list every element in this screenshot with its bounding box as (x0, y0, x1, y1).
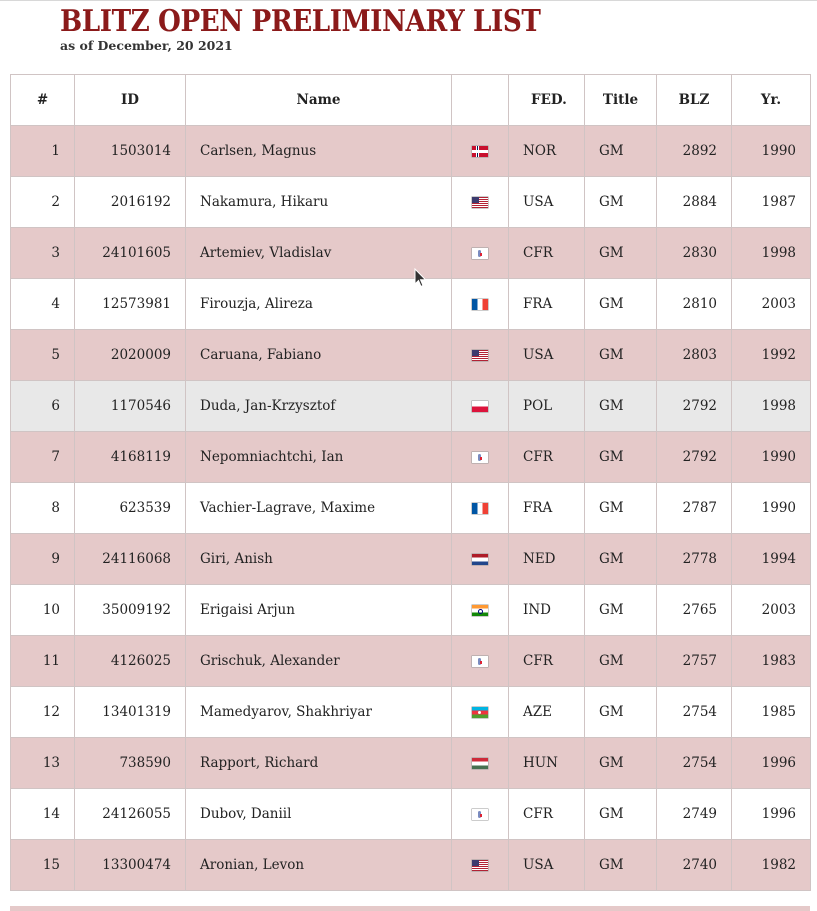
table-row[interactable] (11, 534, 811, 585)
rank-cell: 6 (11, 381, 75, 432)
year-cell: 1996 (732, 738, 811, 789)
fed-cell: USA (509, 840, 585, 891)
name-cell: Mamedyarov, Shakhriyar (186, 687, 452, 738)
fed-cell: HUN (509, 738, 585, 789)
name-cell: Nakamura, Hikaru (186, 177, 452, 228)
table-row[interactable] (11, 432, 811, 483)
id-cell: 1503014 (75, 126, 186, 177)
blz-cell: 2765 (657, 585, 732, 636)
page-subtitle: as of December, 20 2021 (60, 38, 233, 53)
col-header-blz[interactable]: BLZ (657, 75, 732, 126)
fed-cell: NED (509, 534, 585, 585)
title-cell: GM (585, 840, 657, 891)
col-header-name[interactable]: Name (186, 75, 452, 126)
rank-cell: 9 (11, 534, 75, 585)
table-row[interactable] (11, 687, 811, 738)
table-row[interactable] (11, 177, 811, 228)
rank-cell: 8 (11, 483, 75, 534)
title-cell: GM (585, 381, 657, 432)
flag-usa-icon (472, 860, 488, 871)
rank-cell: 13 (11, 738, 75, 789)
name-cell: Nepomniachtchi, Ian (186, 432, 452, 483)
year-cell: 1987 (732, 177, 811, 228)
id-cell: 13300474 (75, 840, 186, 891)
blz-cell: 2754 (657, 687, 732, 738)
year-cell: 1982 (732, 840, 811, 891)
next-row-peek (10, 906, 810, 911)
name-cell: Aronian, Levon (186, 840, 452, 891)
name-cell: Carlsen, Magnus (186, 126, 452, 177)
year-cell: 1985 (732, 687, 811, 738)
title-cell: GM (585, 534, 657, 585)
year-cell: 1990 (732, 483, 811, 534)
id-cell: 24116068 (75, 534, 186, 585)
blz-cell: 2884 (657, 177, 732, 228)
year-cell: 1998 (732, 381, 811, 432)
year-cell: 1992 (732, 330, 811, 381)
flag-cell (452, 636, 509, 687)
flag-cfr-icon (472, 248, 488, 259)
id-cell: 13401319 (75, 687, 186, 738)
blz-cell: 2749 (657, 789, 732, 840)
rank-cell: 15 (11, 840, 75, 891)
title-cell: GM (585, 279, 657, 330)
flag-hun-icon (472, 758, 488, 769)
blz-cell: 2740 (657, 840, 732, 891)
name-cell: Vachier-Lagrave, Maxime (186, 483, 452, 534)
flag-cell (452, 228, 509, 279)
blz-cell: 2757 (657, 636, 732, 687)
table-row[interactable] (11, 330, 811, 381)
year-cell: 1996 (732, 789, 811, 840)
id-cell: 24126055 (75, 789, 186, 840)
name-cell: Giri, Anish (186, 534, 452, 585)
table-row[interactable] (11, 789, 811, 840)
table-header-row (11, 75, 811, 126)
fed-cell: POL (509, 381, 585, 432)
flag-cfr-icon (472, 452, 488, 463)
blz-cell: 2803 (657, 330, 732, 381)
name-cell: Duda, Jan-Krzysztof (186, 381, 452, 432)
title-cell: GM (585, 738, 657, 789)
col-header-title[interactable]: Title (585, 75, 657, 126)
rank-cell: 3 (11, 228, 75, 279)
flag-cell (452, 279, 509, 330)
table-row[interactable] (11, 279, 811, 330)
year-cell: 1990 (732, 432, 811, 483)
rank-cell: 5 (11, 330, 75, 381)
flag-usa-icon (472, 197, 488, 208)
id-cell: 1170546 (75, 381, 186, 432)
flag-usa-icon (472, 350, 488, 361)
col-header-flag (452, 75, 509, 126)
flag-cfr-icon (472, 809, 488, 820)
blz-cell: 2792 (657, 381, 732, 432)
table-row[interactable] (11, 840, 811, 891)
rank-cell: 14 (11, 789, 75, 840)
title-cell: GM (585, 687, 657, 738)
fed-cell: CFR (509, 636, 585, 687)
page-title: BLITZ OPEN PRELIMINARY LIST (60, 4, 541, 39)
fed-cell: USA (509, 330, 585, 381)
rank-cell: 2 (11, 177, 75, 228)
flag-cell (452, 177, 509, 228)
year-cell: 1994 (732, 534, 811, 585)
flag-pol-icon (472, 401, 488, 412)
table-row[interactable] (11, 738, 811, 789)
rank-cell: 11 (11, 636, 75, 687)
flag-ind-icon (472, 605, 488, 616)
table-row[interactable] (11, 483, 811, 534)
year-cell: 1983 (732, 636, 811, 687)
mouse-cursor-icon (414, 268, 428, 288)
fed-cell: USA (509, 177, 585, 228)
rank-cell: 12 (11, 687, 75, 738)
title-cell: GM (585, 432, 657, 483)
col-header-fed[interactable]: FED. (509, 75, 585, 126)
fed-cell: CFR (509, 789, 585, 840)
id-cell: 738590 (75, 738, 186, 789)
col-header-year[interactable]: Yr. (732, 75, 811, 126)
name-cell: Dubov, Daniil (186, 789, 452, 840)
col-header-id[interactable]: ID (75, 75, 186, 126)
flag-nor-icon (472, 146, 488, 157)
fed-cell: CFR (509, 432, 585, 483)
year-cell: 1990 (732, 126, 811, 177)
flag-cell (452, 738, 509, 789)
name-cell: Erigaisi Arjun (186, 585, 452, 636)
col-header-rank[interactable]: # (11, 75, 75, 126)
flag-cell (452, 840, 509, 891)
flag-aze-icon (472, 707, 488, 718)
flag-cell (452, 432, 509, 483)
title-cell: GM (585, 126, 657, 177)
id-cell: 4168119 (75, 432, 186, 483)
id-cell: 2020009 (75, 330, 186, 381)
name-cell: Artemiev, Vladislav (186, 228, 452, 279)
table-row[interactable] (11, 585, 811, 636)
fed-cell: NOR (509, 126, 585, 177)
flag-cell (452, 126, 509, 177)
rank-cell: 1 (11, 126, 75, 177)
title-cell: GM (585, 228, 657, 279)
flag-cell (452, 789, 509, 840)
year-cell: 2003 (732, 585, 811, 636)
title-cell: GM (585, 789, 657, 840)
rank-cell: 7 (11, 432, 75, 483)
top-divider (0, 0, 817, 1)
table-row[interactable] (11, 126, 811, 177)
flag-cell (452, 687, 509, 738)
flag-cell (452, 483, 509, 534)
fed-cell: IND (509, 585, 585, 636)
fed-cell: FRA (509, 279, 585, 330)
name-cell: Firouzja, Alireza (186, 279, 452, 330)
flag-ned-icon (472, 554, 488, 565)
flag-cfr-icon (472, 656, 488, 667)
blz-cell: 2810 (657, 279, 732, 330)
name-cell: Grischuk, Alexander (186, 636, 452, 687)
id-cell: 623539 (75, 483, 186, 534)
blz-cell: 2830 (657, 228, 732, 279)
name-cell: Caruana, Fabiano (186, 330, 452, 381)
blz-cell: 2892 (657, 126, 732, 177)
fed-cell: AZE (509, 687, 585, 738)
title-cell: GM (585, 330, 657, 381)
fed-cell: FRA (509, 483, 585, 534)
flag-cell (452, 585, 509, 636)
rank-cell: 10 (11, 585, 75, 636)
title-cell: GM (585, 636, 657, 687)
fed-cell: CFR (509, 228, 585, 279)
title-cell: GM (585, 483, 657, 534)
id-cell: 12573981 (75, 279, 186, 330)
blz-cell: 2787 (657, 483, 732, 534)
table-row[interactable] (11, 381, 811, 432)
flag-fra-icon (472, 299, 488, 310)
table-row[interactable] (11, 228, 811, 279)
title-cell: GM (585, 585, 657, 636)
flag-cell (452, 330, 509, 381)
id-cell: 4126025 (75, 636, 186, 687)
title-cell: GM (585, 177, 657, 228)
year-cell: 1998 (732, 228, 811, 279)
name-cell: Rapport, Richard (186, 738, 452, 789)
blz-cell: 2792 (657, 432, 732, 483)
flag-cell (452, 534, 509, 585)
players-table (10, 74, 811, 891)
rank-cell: 4 (11, 279, 75, 330)
id-cell: 2016192 (75, 177, 186, 228)
flag-cell (452, 381, 509, 432)
year-cell: 2003 (732, 279, 811, 330)
id-cell: 24101605 (75, 228, 186, 279)
id-cell: 35009192 (75, 585, 186, 636)
blz-cell: 2754 (657, 738, 732, 789)
blz-cell: 2778 (657, 534, 732, 585)
table-row[interactable] (11, 636, 811, 687)
flag-fra-icon (472, 503, 488, 514)
